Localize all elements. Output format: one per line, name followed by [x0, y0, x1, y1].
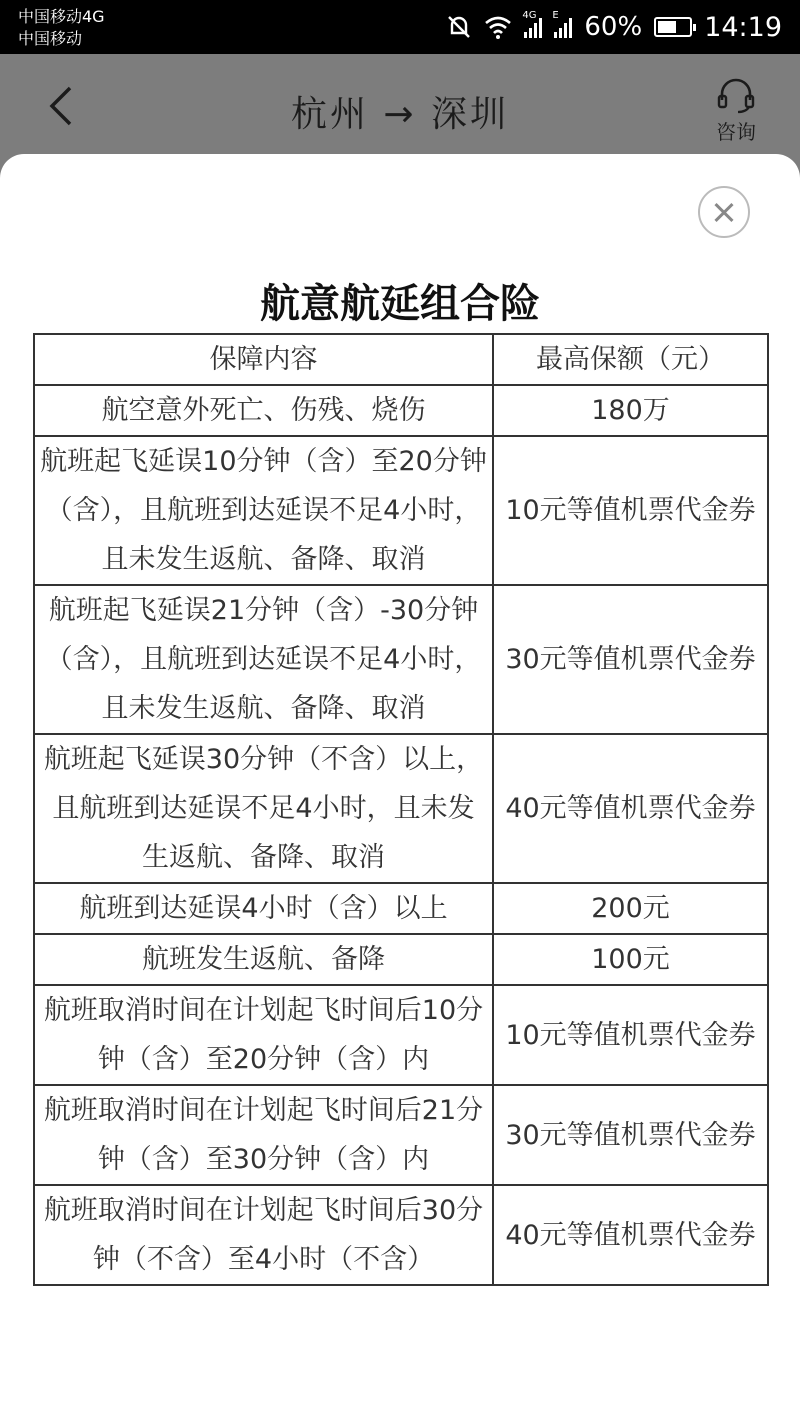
status-bar [0, 0, 800, 54]
carrier-1-label: 中国移动4G [18, 7, 105, 26]
signal-icon [522, 10, 542, 38]
carrier-2-label: 中国移动 [18, 29, 83, 48]
coverage-item: 航空意外死亡、伤残、烧伤 [34, 385, 493, 436]
table-row [34, 734, 768, 883]
table-header-row [34, 334, 768, 385]
table-row [34, 436, 768, 585]
coverage-item: 航班取消时间在计划起飞时间后10分钟（含）至20分钟（含）内 [34, 985, 493, 1085]
battery-icon [654, 17, 692, 37]
coverage-amount: 30元等值机票代金券 [493, 1085, 768, 1185]
consult-button[interactable] [712, 78, 760, 145]
coverage-amount: 200元 [493, 883, 768, 934]
table-row [34, 883, 768, 934]
battery-fill [658, 21, 676, 33]
coverage-table [33, 333, 769, 1286]
table-row [34, 985, 768, 1085]
coverage-item: 航班到达延误4小时（含）以上 [34, 883, 493, 934]
mute-icon [446, 14, 472, 40]
coverage-item: 航班取消时间在计划起飞时间后30分钟（不含）至4小时（不含） [34, 1185, 493, 1285]
column-header: 保障内容 [34, 334, 493, 385]
close-icon[interactable] [698, 186, 750, 238]
coverage-amount: 30元等值机票代金券 [493, 585, 768, 734]
coverage-item: 航班取消时间在计划起飞时间后21分钟（含）至30分钟（含）内 [34, 1085, 493, 1185]
table-row [34, 1185, 768, 1285]
coverage-amount: 180万 [493, 385, 768, 436]
coverage-item: 航班起飞延误10分钟（含）至20分钟（含），且航班到达延误不足4小时，且未发生返航、备降、取消 [34, 436, 493, 585]
coverage-amount: 100元 [493, 934, 768, 985]
column-header: 最高保额（元） [493, 334, 768, 385]
coverage-item: 航班起飞延误30分钟（不含）以上，且航班到达延误不足4小时，且未发生返航、备降、取消 [34, 734, 493, 883]
table-row [34, 385, 768, 436]
route-title: 杭州 → 深圳 [290, 94, 510, 135]
status-icons [446, 8, 782, 46]
insurance-detail-sheet [0, 154, 800, 1422]
wifi-icon [484, 15, 512, 39]
app-header [0, 54, 800, 154]
coverage-amount: 40元等值机票代金券 [493, 734, 768, 883]
battery-percent: 60% [584, 12, 643, 42]
coverage-item: 航班起飞延误21分钟（含）-30分钟（含），且航班到达延误不足4小时，且未发生返航、备降、取消 [34, 585, 493, 734]
coverage-item: 航班发生返航、备降 [34, 934, 493, 985]
consult-label: 咨询 [716, 120, 756, 144]
carrier-info [18, 6, 105, 50]
coverage-amount: 10元等值机票代金券 [493, 436, 768, 585]
sheet-title: 航意航延组合险 [260, 281, 540, 327]
signal-2-tag: E [552, 10, 559, 21]
table-row [34, 1085, 768, 1185]
clock: 14:19 [704, 11, 782, 43]
signal-icon [552, 10, 572, 38]
table-row [34, 934, 768, 985]
signal-1-tag: 4G [522, 10, 537, 21]
table-row [34, 585, 768, 734]
coverage-amount: 40元等值机票代金券 [493, 1185, 768, 1285]
headset-icon [716, 78, 756, 114]
coverage-amount: 10元等值机票代金券 [493, 985, 768, 1085]
